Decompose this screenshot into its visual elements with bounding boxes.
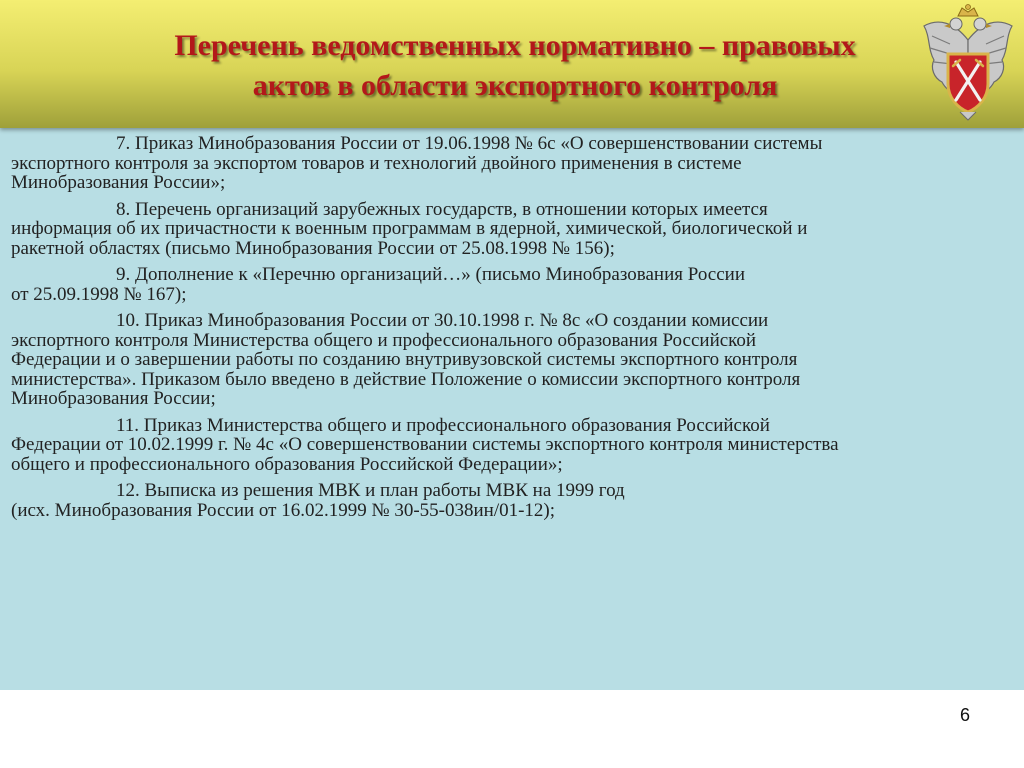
- double-headed-eagle-emblem-icon: [920, 2, 1016, 122]
- list-item-line: 10. Приказ Минобразования России от 30.10.1998 г. № 8с «О создании комиссии: [116, 310, 769, 331]
- list-item-12: [0, 481, 1024, 520]
- list-item-line: ракетной областях (письмо Минобразования России от 25.08.1998 № 156);: [11, 237, 615, 259]
- list-item-line: 8. Перечень организаций зарубежных государств, в отношении которых имеется: [116, 198, 768, 220]
- list-item-line: информация об их причастности к военным программам в ядерной, химической, биологической и: [11, 218, 808, 239]
- list-item-line: Минобразования России;: [11, 388, 216, 409]
- slide-header: [0, 0, 1024, 128]
- list-item-line: 11. Приказ Министерства общего и профессионального образования Российской: [116, 414, 770, 436]
- list-item-line: от 25.09.1998 № 167);: [11, 283, 187, 305]
- list-item-line: Федерации и о завершении работы по созданию внутривузовской системы экспортного контроля: [11, 349, 798, 370]
- list-item-line: 7. Приказ Минобразования России от 19.06.1998 № 6с «О совершенствовании системы: [116, 133, 823, 154]
- list-item-line: Федерации от 10.02.1999 г. № 4с «О совершенствовании системы экспортного контроля министерства: [11, 434, 839, 455]
- slide-title: [80, 26, 950, 106]
- list-item-11: [0, 416, 1024, 475]
- list-item-line: экспортного контроля Министерства общего и профессионального образования Российской: [11, 329, 757, 351]
- list-item-9: [0, 265, 1024, 304]
- list-item-line: 12. Выписка из решения МВК и план работы МВК на 1999 год: [116, 480, 625, 501]
- list-item-line: (исх. Минобразования России от 16.02.1999 № 30-55-038ин/01-12);: [11, 499, 556, 521]
- list-item-line: 9. Дополнение к «Перечню организаций…» (письмо Минобразования России: [116, 264, 746, 285]
- list-item-line: Минобразования России»;: [11, 172, 226, 193]
- list-item-line: министерства». Приказом было введено в действие Положение о комиссии экспортного контроля: [11, 368, 801, 390]
- list-item-7: [0, 128, 1024, 193]
- slide-title-line-1: Перечень ведомственных нормативно – правовых: [174, 29, 856, 62]
- list-item-line: общего и профессионального образования Российской Федерации»;: [11, 453, 563, 475]
- slide-body: [0, 128, 1024, 690]
- list-item-line: экспортного контроля за экспортом товаров и технологий двойного применения в системе: [11, 152, 742, 174]
- list-item-8: [0, 200, 1024, 259]
- slide-title-line-2: актов в области экспортного контроля: [252, 69, 778, 102]
- page-number: 6: [959, 705, 970, 725]
- list-item-10: [0, 311, 1024, 409]
